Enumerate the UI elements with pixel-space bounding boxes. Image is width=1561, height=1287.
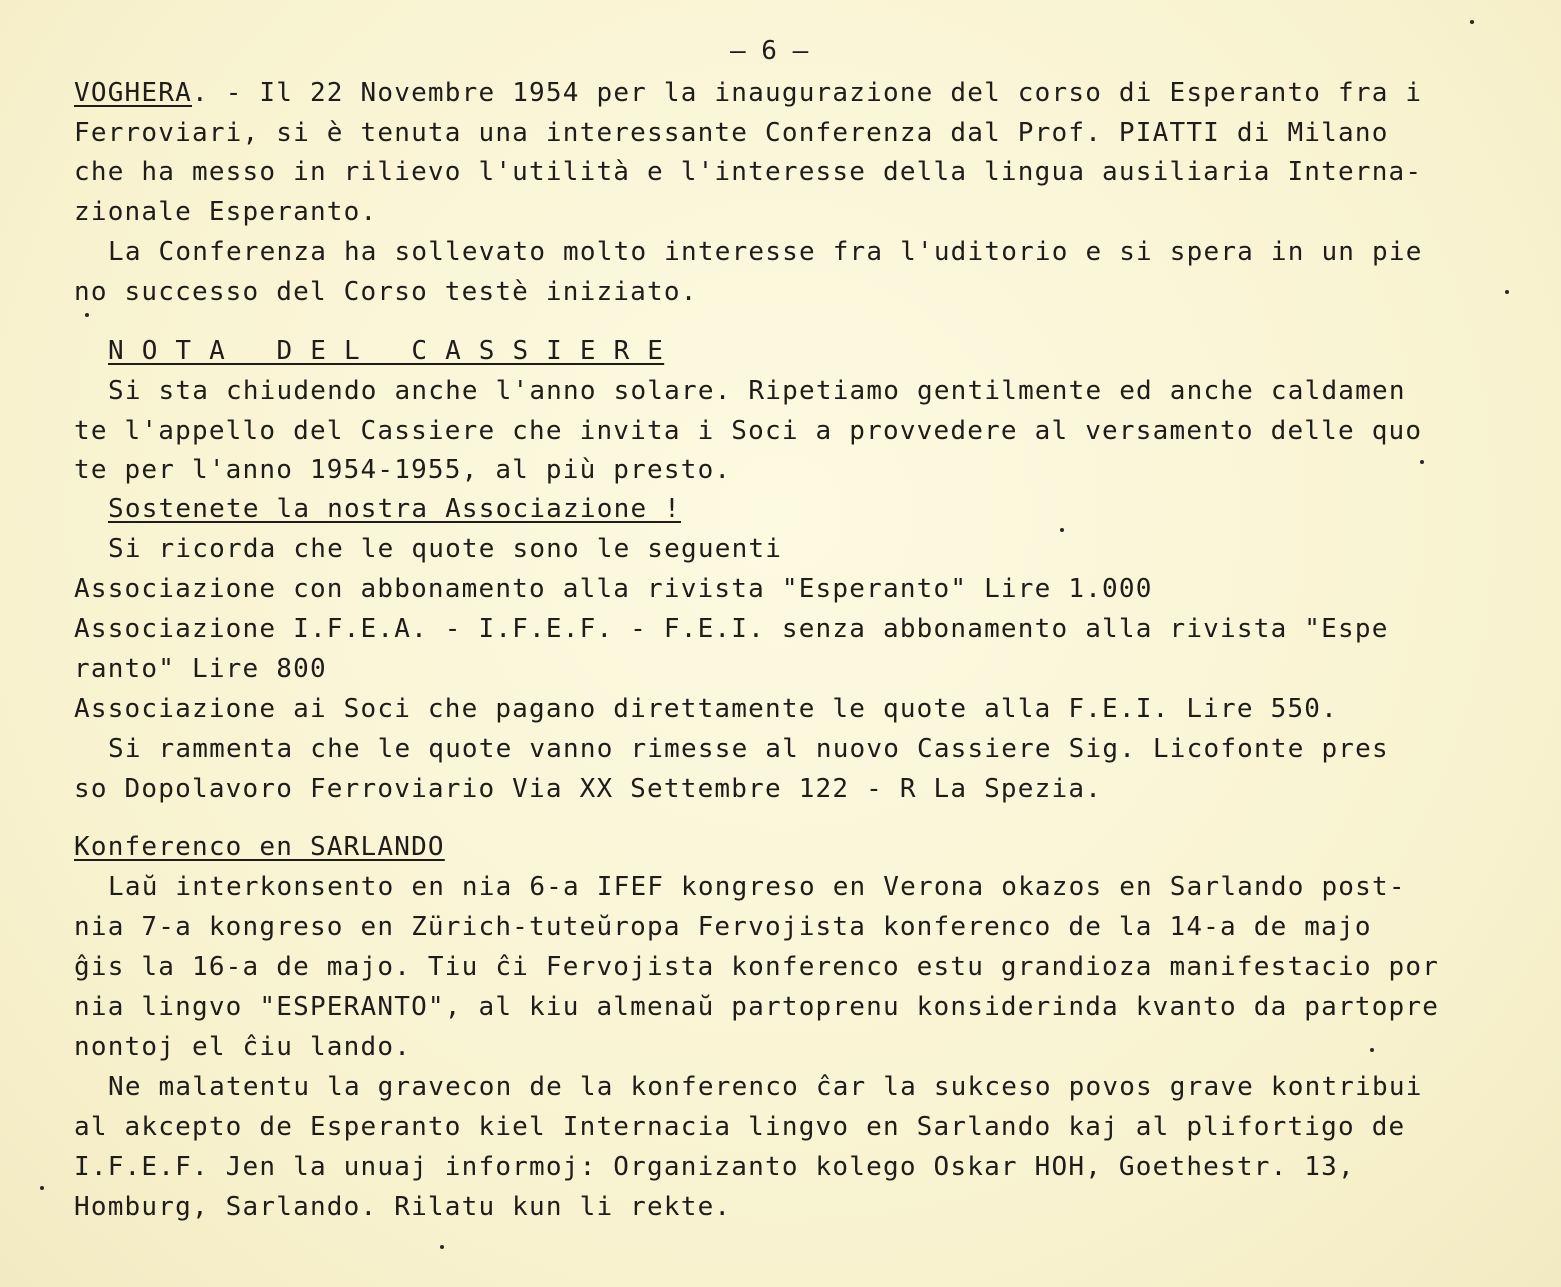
nota-line-10: Si rammenta che le quote vanno rimesse al nuovo Cassiere Sig. Licofonte pres	[108, 734, 1389, 764]
konferenco-line-3: ĝis la 16-a de majo. Tiu ĉi Fervojista konferenco estu grandioza manifestacio por	[74, 952, 1440, 982]
konferenco-line-9: Homburg, Sarlando. Rilatu kun li rekte.	[74, 1192, 732, 1222]
konferenco-line-8: I.F.E.F. Jen la unuaj informoj: Organizanto kolego Oskar HOH, Goethestr. 13,	[74, 1152, 1355, 1182]
nota-line-1: Si sta chiudendo anche l'anno solare. Ripetiamo gentilmente ed anche caldamen	[108, 376, 1406, 406]
ink-speck	[40, 1186, 44, 1190]
nota-line-2: te l'appello del Cassiere che invita i Soci a provvedere al versamento delle quo	[74, 416, 1423, 446]
voghera-line-4: zionale Esperanto.	[74, 197, 378, 227]
nota-slogan: Sostenete la nostra Associazione !	[108, 494, 682, 524]
konferenco-heading: Konferenco en SARLANDO	[74, 832, 445, 862]
konferenco-line-2: nia 7-a kongreso en Zürich-tuteŭropa Fervojista konferenco de la 14-a de majo	[74, 912, 1372, 942]
voghera-line-2: Ferroviari, si è tenuta una interessante Conferenza dal Prof. PIATTI di Milano	[74, 118, 1389, 148]
voghera-line-3: che ha messo in rilievo l'utilità e l'interesse della lingua ausiliaria Interna-	[74, 157, 1423, 187]
ink-speck	[1420, 460, 1424, 464]
page-number: – 6 –	[730, 36, 809, 66]
voghera-title: VOGHERA	[74, 78, 192, 108]
nota-line-8: ranto" Lire 800	[74, 654, 327, 684]
ink-speck	[1470, 20, 1474, 24]
nota-heading: N O T A D E L C A S S I E R E	[108, 336, 665, 366]
nota-line-7: Associazione I.F.E.A. - I.F.E.F. - F.E.I. senza abbonamento alla rivista "Espe	[74, 614, 1389, 644]
nota-line-6: Associazione con abbonamento alla rivista "Esperanto" Lire 1.000	[74, 574, 1153, 604]
nota-line-11: so Dopolavoro Ferroviario Via XX Settembre 122 - R La Spezia.	[74, 774, 1103, 804]
voghera-line-5: La Conferenza ha sollevato molto interesse fra l'uditorio e si spera in un pie	[108, 237, 1423, 267]
konferenco-line-1: Laŭ interkonsento en nia 6-a IFEF kongreso en Verona okazos en Sarlando post-	[108, 872, 1406, 902]
konferenco-line-4: nia lingvo "ESPERANTO", al kiu almenaŭ partoprenu konsiderinda kvanto da partopre	[74, 992, 1440, 1022]
ink-speck	[1505, 290, 1509, 294]
voghera-line-6: no successo del Corso testè iniziato.	[74, 277, 698, 307]
ink-speck	[1060, 528, 1064, 532]
nota-line-3: te per l'anno 1954-1955, al più presto.	[74, 455, 732, 485]
konferenco-line-6: Ne malatentu la gravecon de la konferenco ĉar la sukceso povos grave kontribui	[108, 1072, 1423, 1102]
ink-speck	[85, 313, 89, 317]
konferenco-line-5: nontoj el ĉiu lando.	[74, 1032, 412, 1062]
konferenco-line-7: al akcepto de Esperanto kiel Internacia lingvo en Sarlando kaj al plifortigo de	[74, 1112, 1406, 1142]
ink-speck	[440, 1245, 444, 1249]
voghera-line-1-text: . - Il 22 Novembre 1954 per la inaugurazione del corso di Esperanto fra i	[191, 78, 1423, 108]
ink-speck	[1370, 1048, 1374, 1052]
nota-line-5: Si ricorda che le quote sono le seguenti	[108, 534, 783, 564]
nota-line-9: Associazione ai Soci che pagano direttamente le quote alla F.E.I. Lire 550.	[74, 694, 1338, 724]
voghera-line-1	[74, 78, 1422, 108]
